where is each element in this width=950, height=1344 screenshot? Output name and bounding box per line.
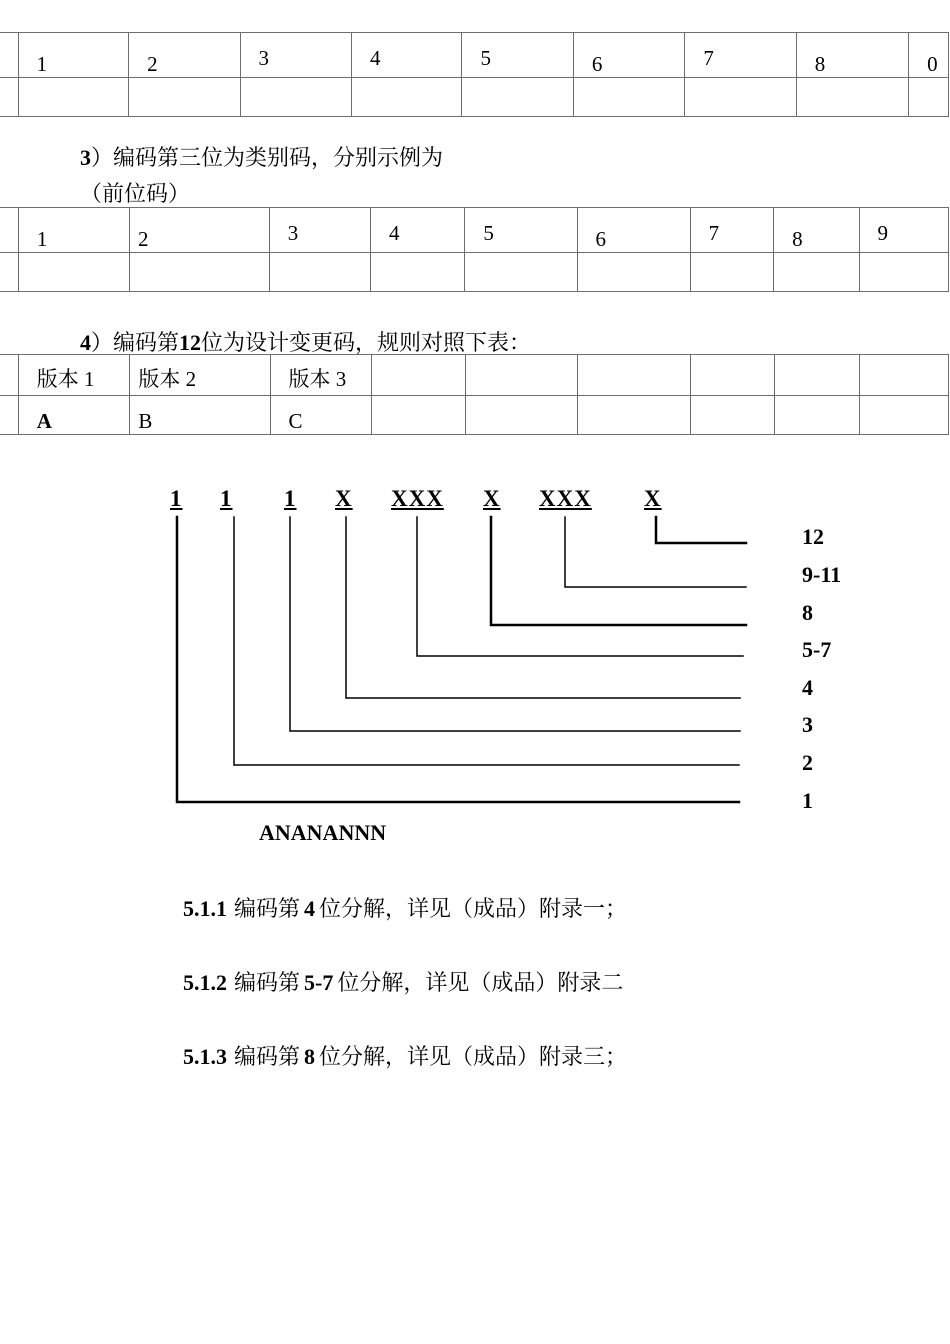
digit-label: 5-7 (802, 637, 832, 662)
section-3-subheading: （前位码） (80, 182, 191, 207)
digit-label: 4 (802, 675, 813, 700)
table-cell: 8 (796, 33, 908, 78)
code-part: X (644, 486, 662, 511)
list-item (183, 1040, 627, 1071)
section-3-number: 3 (80, 145, 91, 170)
item-text-a: 编码第 (234, 1045, 301, 1070)
section-4-position: 12 (179, 330, 202, 355)
item-text-a: 编码第 (234, 897, 301, 922)
table-cell: 7 (690, 208, 773, 253)
table-cell: 2 (129, 208, 269, 253)
connector-digit-2 (234, 517, 739, 765)
connector-digit-1 (177, 517, 739, 802)
section-4-number: 4 (80, 330, 91, 355)
list-item (183, 966, 623, 997)
table-cell: A (18, 396, 130, 435)
list-item (183, 892, 627, 923)
item-number: 5.1.2 (183, 970, 227, 995)
digit-label: 9-11 (802, 562, 842, 587)
item-position: 5-7 (304, 970, 334, 995)
code-part: 1 (220, 486, 233, 511)
table-cell: C (270, 396, 372, 435)
section-4-text-a: ）编码第 (91, 331, 180, 356)
code-part: X (335, 486, 353, 511)
table-cell: 1 (18, 208, 129, 253)
table-cell: 0 (909, 33, 949, 78)
table-cell: 3 (269, 208, 370, 253)
digit-label: 1 (802, 788, 813, 813)
code-part: 1 (284, 486, 297, 511)
table-cell: 6 (573, 33, 684, 78)
item-text-b: 位分解，详见（成品）附录二 (337, 971, 624, 996)
item-number: 5.1.1 (183, 896, 227, 921)
digit-label: 12 (802, 524, 824, 549)
table-cell: 4 (371, 208, 465, 253)
table-cell: 6 (577, 208, 690, 253)
table-cell: 2 (129, 33, 240, 78)
code-part: XXX (391, 486, 444, 511)
code-part: XXX (539, 486, 592, 511)
table-cell: 8 (774, 208, 859, 253)
item-position: 4 (304, 896, 316, 921)
digit-label: 8 (802, 600, 813, 625)
code-part: 1 (170, 486, 183, 511)
item-text-b: 位分解，详见（成品）附录一； (319, 897, 628, 922)
item-text-b: 位分解，详见（成品）附录三； (319, 1045, 628, 1070)
item-position: 8 (304, 1044, 316, 1069)
table-cell: 3 (240, 33, 351, 78)
table-cell: 版本 2 (130, 355, 270, 396)
table-cell: 5 (465, 208, 577, 253)
connector-digit-12 (656, 517, 746, 543)
table-cell: 7 (685, 33, 796, 78)
code-format-label: ANANANNN (259, 820, 387, 845)
digit-label: 3 (802, 712, 813, 737)
table-cell: B (130, 396, 270, 435)
table-cell: 1 (18, 33, 128, 78)
table-cell: 9 (859, 208, 948, 253)
section-4-text-b: 位为设计变更码，规则对照下表： (201, 331, 532, 356)
item-text-a: 编码第 (234, 971, 301, 996)
table-cell: 版本 1 (18, 355, 130, 396)
connector-digit-8 (491, 517, 746, 625)
table-cell: 版本 3 (270, 355, 372, 396)
section-3-text: ）编码第三位为类别码，分别示例为 (91, 146, 444, 171)
code-part: X (483, 486, 501, 511)
digit-label: 2 (802, 750, 813, 775)
table-cell: 5 (462, 33, 573, 78)
table-cell: 4 (351, 33, 461, 78)
item-number: 5.1.3 (183, 1044, 227, 1069)
